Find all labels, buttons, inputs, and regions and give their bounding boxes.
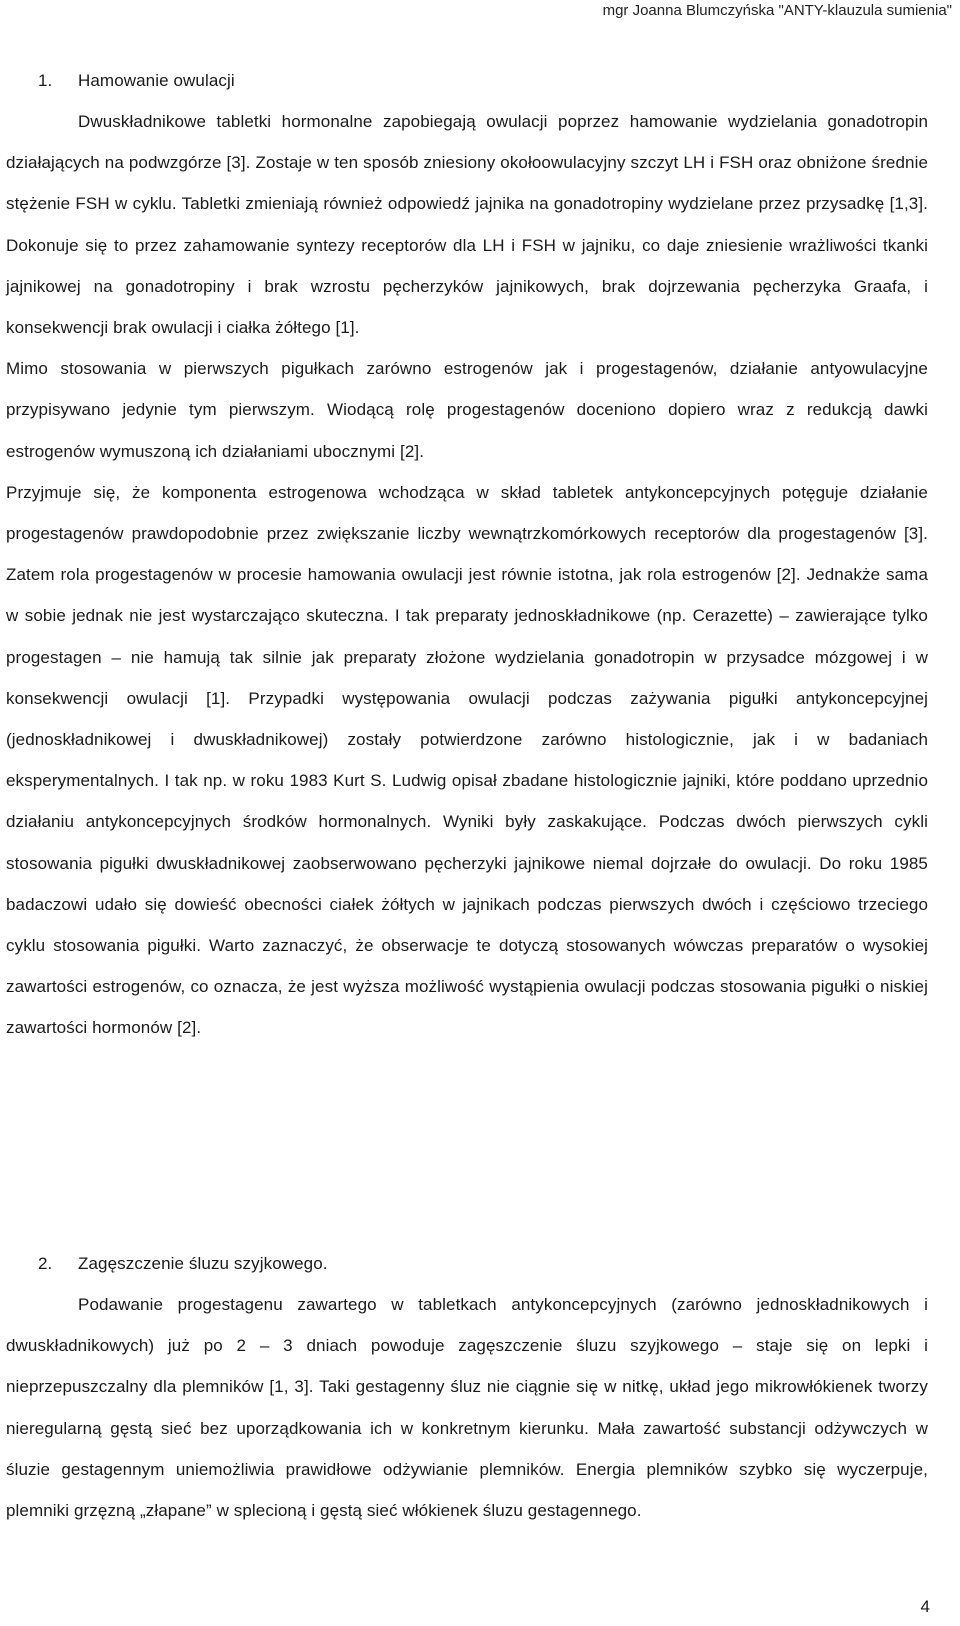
body-paragraph: Podawanie progestagenu zawartego w tabletkach antykoncepcyjnych (zarówno jednoskładnikowych i dwuskładnikowych) już po 2 – 3 dniach powoduje zagęszczenie śluzu szyjkowego – staje się on lepki i nieprzepuszczalny dla plemników [1, 3]. Taki gestagenny śluz nie ciągnie się w nitkę, układ jego mikrowłókienek tworzy nieregularną gęstą sieć bez uporządkowania ich w konkretnym kierunku. Mała zawartość substancji odżywczych w śluzie gestagennym uniemożliwia prawidłowe odżywianie plemników. Energia plemników szybko się wyczerpuje, plemniki grzęzną „złapane” w splecioną i gęstą sieć włókienek śluzu gestagennego. (6, 1295, 928, 1521)
section-number: 2. (38, 1254, 53, 1273)
section-zageszczenie-sluzu (6, 1243, 928, 1531)
section-title: Hamowanie owulacji (78, 71, 235, 90)
section-hamowanie-owulacji (6, 60, 928, 1049)
page-number: 4 (920, 1597, 930, 1616)
section-number: 1. (38, 71, 53, 90)
section-heading (6, 1243, 928, 1284)
body-paragraph: Przyjmuje się, że komponenta estrogenowa wchodząca w skład tabletek antykoncepcyjnych potęguje działanie progestagenów prawdopodobnie przez zwiększanie liczby wewnątrzkomórkowych receptorów dla progestagenów [3]. Zatem rola progestagenów w procesie hamowania owulacji jest równie istotna, jak rola estrogenów [2]. Jednakże sama w sobie jednak nie jest wystarczająco skuteczna. I tak preparaty jednoskładnikowe (np. Cerazette) – zawierające tylko progestagen – nie hamują tak silnie jak preparaty złożone wydzielania gonadotropin w przysadce mózgowej i w konsekwencji owulacji [1]. Przypadki występowania owulacji podczas zażywania pigułki antykoncepcyjnej (jednoskładnikowej i dwuskładnikowej) zostały potwierdzone zarówno histologicznie, jak i w badaniach eksperymentalnych. I tak np. w roku 1983 Kurt S. Ludwig opisał zbadane histologicznie jajniki, które poddano uprzednio działaniu antykoncepcyjnych środków hormonalnych. Wyniki były zaskakujące. Podczas dwóch pierwszych cykli stosowania pigułki dwuskładnikowej zaobserwowano pęcherzyki jajnikowe niemal dojrzałe do owulacji. Do roku 1985 badaczowi udało się dowieść obecności ciałek żółtych w jajnikach podczas pierwszych dwóch i częściowo trzeciego cyklu stosowania pigułki. Warto zaznaczyć, że obserwacje te dotyczą stosowanych wówczas preparatów o wysokiej zawartości estrogenów, co oznacza, że jest wyższa możliwość wystąpienia owulacji podczas stosowania pigułki o niskiej zawartości hormonów [2]. (6, 482, 928, 1038)
section-heading (6, 60, 928, 101)
body-paragraph: Dwuskładnikowe tabletki hormonalne zapobiegają owulacji poprzez hamowanie wydzielania gonadotropin działających na podwzgórze [3]. Zostaje w ten sposób zniesiony okołoowulacyjny szczyt LH i FSH oraz obniżone średnie stężenie FSH w cyklu. Tabletki zmieniają również odpowiedź jajnika na gonadotropiny wydzielane przez przysadkę [1,3]. Dokonuje się to przez zahamowanie syntezy receptorów dla LH i FSH w jajniku, co daje zniesienie wrażliwości tkanki jajnikowej na gonadotropiny i brak wzrostu pęcherzyków jajnikowych, brak dojrzewania pęcherzyka Graafa, i konsekwencji brak owulacji i ciałka żółtego [1]. (6, 112, 928, 338)
section-title: Zagęszczenie śluzu szyjkowego. (78, 1254, 328, 1273)
running-header: mgr Joanna Blumczyńska "ANTY-klauzula sumienia" (602, 2, 952, 19)
body-paragraph: Mimo stosowania w pierwszych pigułkach zarówno estrogenów jak i progestagenów, działanie antyowulacyjne przypisywano jedynie tym pierwszym. Wiodącą rolę progestagenów doceniono dopiero wraz z redukcją dawki estrogenów wymuszoną ich działaniami ubocznymi [2]. (6, 359, 928, 461)
